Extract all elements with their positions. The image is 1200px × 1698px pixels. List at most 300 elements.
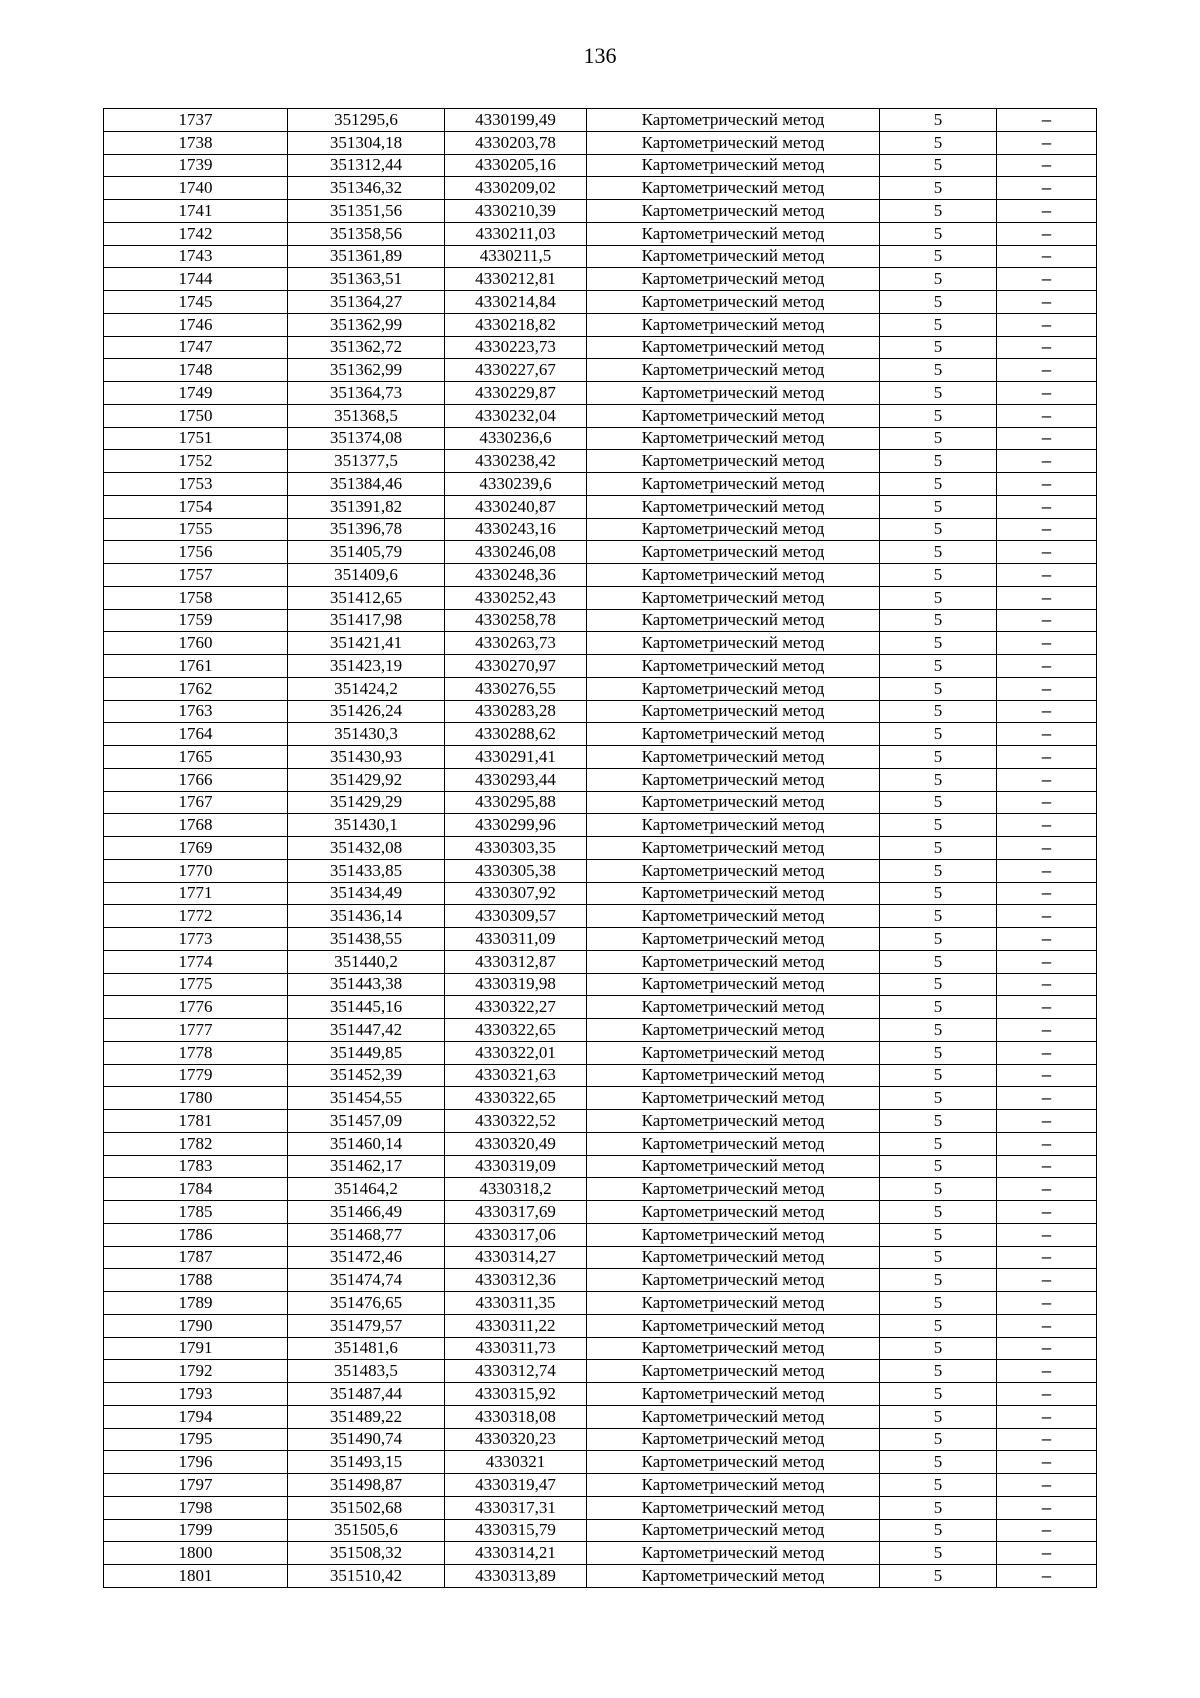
x-coordinate-cell: 351364,73: [288, 382, 445, 405]
point-number-cell: 1752: [104, 450, 288, 473]
accuracy-cell: 5: [880, 154, 997, 177]
x-coordinate-cell: 351438,55: [288, 928, 445, 951]
point-number-cell: 1785: [104, 1201, 288, 1224]
accuracy-cell: 5: [880, 1337, 997, 1360]
method-cell: Картометрический метод: [587, 382, 880, 405]
accuracy-cell: 5: [880, 700, 997, 723]
y-coordinate-cell: 4330211,5: [445, 245, 587, 268]
table-row: [104, 1451, 1097, 1474]
method-cell: Картометрический метод: [587, 677, 880, 700]
accuracy-cell: 5: [880, 768, 997, 791]
page-number: 136: [583, 43, 617, 68]
table-row: [104, 1428, 1097, 1451]
x-coordinate-cell: 351483,5: [288, 1360, 445, 1383]
point-number-cell: 1789: [104, 1292, 288, 1315]
method-cell: Картометрический метод: [587, 768, 880, 791]
y-coordinate-cell: 4330322,65: [445, 1087, 587, 1110]
accuracy-cell: 5: [880, 1041, 997, 1064]
x-coordinate-cell: 351440,2: [288, 950, 445, 973]
y-coordinate-cell: 4330322,27: [445, 996, 587, 1019]
y-coordinate-cell: 4330317,06: [445, 1223, 587, 1246]
x-coordinate-cell: 351409,6: [288, 564, 445, 587]
point-number-cell: 1763: [104, 700, 288, 723]
x-coordinate-cell: 351396,78: [288, 518, 445, 541]
y-coordinate-cell: 4330288,62: [445, 723, 587, 746]
accuracy-cell: 5: [880, 222, 997, 245]
table-row: [104, 131, 1097, 154]
dash-cell: –: [997, 268, 1097, 291]
point-number-cell: 1774: [104, 950, 288, 973]
accuracy-cell: 5: [880, 1132, 997, 1155]
accuracy-cell: 5: [880, 1155, 997, 1178]
y-coordinate-cell: 4330205,16: [445, 154, 587, 177]
x-coordinate-cell: 351462,17: [288, 1155, 445, 1178]
method-cell: Картометрический метод: [587, 1474, 880, 1497]
x-coordinate-cell: 351505,6: [288, 1519, 445, 1542]
table-row: [104, 541, 1097, 564]
x-coordinate-cell: 351472,46: [288, 1246, 445, 1269]
x-coordinate-cell: 351502,68: [288, 1496, 445, 1519]
dash-cell: –: [997, 700, 1097, 723]
x-coordinate-cell: 351443,38: [288, 973, 445, 996]
x-coordinate-cell: 351412,65: [288, 586, 445, 609]
method-cell: Картометрический метод: [587, 1110, 880, 1133]
method-cell: Картометрический метод: [587, 973, 880, 996]
table-row: [104, 1314, 1097, 1337]
table-row: [104, 109, 1097, 132]
y-coordinate-cell: 4330211,03: [445, 222, 587, 245]
table-row: [104, 1337, 1097, 1360]
y-coordinate-cell: 4330317,31: [445, 1496, 587, 1519]
dash-cell: –: [997, 109, 1097, 132]
accuracy-cell: 5: [880, 1565, 997, 1588]
dash-cell: –: [997, 1428, 1097, 1451]
accuracy-cell: 5: [880, 1087, 997, 1110]
point-number-cell: 1777: [104, 1019, 288, 1042]
x-coordinate-cell: 351479,57: [288, 1314, 445, 1337]
dash-cell: –: [997, 746, 1097, 769]
table-row: [104, 814, 1097, 837]
accuracy-cell: 5: [880, 814, 997, 837]
accuracy-cell: 5: [880, 905, 997, 928]
dash-cell: –: [997, 564, 1097, 587]
table-row: [104, 586, 1097, 609]
table-row: [104, 768, 1097, 791]
y-coordinate-cell: 4330319,98: [445, 973, 587, 996]
dash-cell: –: [997, 1360, 1097, 1383]
method-cell: Картометрический метод: [587, 814, 880, 837]
accuracy-cell: 5: [880, 518, 997, 541]
method-cell: Картометрический метод: [587, 200, 880, 223]
point-number-cell: 1790: [104, 1314, 288, 1337]
x-coordinate-cell: 351364,27: [288, 291, 445, 314]
accuracy-cell: 5: [880, 473, 997, 496]
accuracy-cell: 5: [880, 1474, 997, 1497]
method-cell: Картометрический метод: [587, 905, 880, 928]
table-row: [104, 154, 1097, 177]
y-coordinate-cell: 4330315,92: [445, 1383, 587, 1406]
y-coordinate-cell: 4330320,23: [445, 1428, 587, 1451]
y-coordinate-cell: 4330232,04: [445, 404, 587, 427]
method-cell: Картометрический метод: [587, 791, 880, 814]
x-coordinate-cell: 351481,6: [288, 1337, 445, 1360]
accuracy-cell: 5: [880, 245, 997, 268]
point-number-cell: 1776: [104, 996, 288, 1019]
method-cell: Картометрический метод: [587, 109, 880, 132]
x-coordinate-cell: 351358,56: [288, 222, 445, 245]
dash-cell: –: [997, 1314, 1097, 1337]
point-number-cell: 1745: [104, 291, 288, 314]
table-row: [104, 1405, 1097, 1428]
table-row: [104, 1155, 1097, 1178]
x-coordinate-cell: 351405,79: [288, 541, 445, 564]
table-row: [104, 1223, 1097, 1246]
table-row: [104, 313, 1097, 336]
y-coordinate-cell: 4330311,22: [445, 1314, 587, 1337]
point-number-cell: 1755: [104, 518, 288, 541]
dash-cell: –: [997, 495, 1097, 518]
y-coordinate-cell: 4330276,55: [445, 677, 587, 700]
method-cell: Картометрический метод: [587, 313, 880, 336]
x-coordinate-cell: 351447,42: [288, 1019, 445, 1042]
y-coordinate-cell: 4330291,41: [445, 746, 587, 769]
method-cell: Картометрический метод: [587, 427, 880, 450]
accuracy-cell: 5: [880, 1201, 997, 1224]
accuracy-cell: 5: [880, 1246, 997, 1269]
method-cell: Картометрический метод: [587, 473, 880, 496]
y-coordinate-cell: 4330314,21: [445, 1542, 587, 1565]
y-coordinate-cell: 4330252,43: [445, 586, 587, 609]
dash-cell: –: [997, 1496, 1097, 1519]
table-row: [104, 928, 1097, 951]
table-row: [104, 905, 1097, 928]
method-cell: Картометрический метод: [587, 222, 880, 245]
x-coordinate-cell: 351429,29: [288, 791, 445, 814]
method-cell: Картометрический метод: [587, 950, 880, 973]
point-number-cell: 1749: [104, 382, 288, 405]
table-row: [104, 677, 1097, 700]
y-coordinate-cell: 4330258,78: [445, 609, 587, 632]
accuracy-cell: 5: [880, 382, 997, 405]
method-cell: Картометрический метод: [587, 177, 880, 200]
y-coordinate-cell: 4330305,38: [445, 859, 587, 882]
x-coordinate-cell: 351432,08: [288, 837, 445, 860]
y-coordinate-cell: 4330239,6: [445, 473, 587, 496]
accuracy-cell: 5: [880, 1292, 997, 1315]
y-coordinate-cell: 4330199,49: [445, 109, 587, 132]
x-coordinate-cell: 351368,5: [288, 404, 445, 427]
table-row: [104, 245, 1097, 268]
table-row: [104, 1246, 1097, 1269]
point-number-cell: 1788: [104, 1269, 288, 1292]
point-number-cell: 1792: [104, 1360, 288, 1383]
accuracy-cell: 5: [880, 1178, 997, 1201]
point-number-cell: 1747: [104, 336, 288, 359]
y-coordinate-cell: 4330311,35: [445, 1292, 587, 1315]
dash-cell: –: [997, 1337, 1097, 1360]
method-cell: Картометрический метод: [587, 1155, 880, 1178]
accuracy-cell: 5: [880, 1496, 997, 1519]
point-number-cell: 1738: [104, 131, 288, 154]
accuracy-cell: 5: [880, 1451, 997, 1474]
y-coordinate-cell: 4330210,39: [445, 200, 587, 223]
method-cell: Картометрический метод: [587, 1542, 880, 1565]
table-row: [104, 1087, 1097, 1110]
point-number-cell: 1797: [104, 1474, 288, 1497]
dash-cell: –: [997, 359, 1097, 382]
coordinates-table: [103, 108, 1097, 1588]
x-coordinate-cell: 351493,15: [288, 1451, 445, 1474]
x-coordinate-cell: 351391,82: [288, 495, 445, 518]
table-row: [104, 1542, 1097, 1565]
table-row: [104, 609, 1097, 632]
table-row: [104, 1474, 1097, 1497]
x-coordinate-cell: 351426,24: [288, 700, 445, 723]
accuracy-cell: 5: [880, 586, 997, 609]
dash-cell: –: [997, 1110, 1097, 1133]
table-row: [104, 1041, 1097, 1064]
table-row: [104, 1064, 1097, 1087]
table-row: [104, 950, 1097, 973]
x-coordinate-cell: 351490,74: [288, 1428, 445, 1451]
point-number-cell: 1760: [104, 632, 288, 655]
table-row: [104, 746, 1097, 769]
accuracy-cell: 5: [880, 177, 997, 200]
method-cell: Картометрический метод: [587, 450, 880, 473]
x-coordinate-cell: 351363,51: [288, 268, 445, 291]
table-row: [104, 268, 1097, 291]
x-coordinate-cell: 351436,14: [288, 905, 445, 928]
point-number-cell: 1794: [104, 1405, 288, 1428]
point-number-cell: 1759: [104, 609, 288, 632]
accuracy-cell: 5: [880, 950, 997, 973]
method-cell: Картометрический метод: [587, 586, 880, 609]
y-coordinate-cell: 4330236,6: [445, 427, 587, 450]
method-cell: Картометрический метод: [587, 336, 880, 359]
method-cell: Картометрический метод: [587, 154, 880, 177]
method-cell: Картометрический метод: [587, 1292, 880, 1315]
dash-cell: –: [997, 336, 1097, 359]
y-coordinate-cell: 4330322,01: [445, 1041, 587, 1064]
method-cell: Картометрический метод: [587, 359, 880, 382]
point-number-cell: 1799: [104, 1519, 288, 1542]
dash-cell: –: [997, 996, 1097, 1019]
accuracy-cell: 5: [880, 268, 997, 291]
x-coordinate-cell: 351454,55: [288, 1087, 445, 1110]
table-row: [104, 700, 1097, 723]
accuracy-cell: 5: [880, 882, 997, 905]
y-coordinate-cell: 4330223,73: [445, 336, 587, 359]
method-cell: Картометрический метод: [587, 495, 880, 518]
accuracy-cell: 5: [880, 1519, 997, 1542]
y-coordinate-cell: 4330319,47: [445, 1474, 587, 1497]
dash-cell: –: [997, 1451, 1097, 1474]
point-number-cell: 1766: [104, 768, 288, 791]
x-coordinate-cell: 351429,92: [288, 768, 445, 791]
table-row: [104, 450, 1097, 473]
x-coordinate-cell: 351434,49: [288, 882, 445, 905]
point-number-cell: 1764: [104, 723, 288, 746]
dash-cell: –: [997, 1201, 1097, 1224]
point-number-cell: 1739: [104, 154, 288, 177]
table-row: [104, 1496, 1097, 1519]
y-coordinate-cell: 4330238,42: [445, 450, 587, 473]
dash-cell: –: [997, 154, 1097, 177]
x-coordinate-cell: 351476,65: [288, 1292, 445, 1315]
table-row: [104, 1269, 1097, 1292]
method-cell: Картометрический метод: [587, 291, 880, 314]
x-coordinate-cell: 351417,98: [288, 609, 445, 632]
y-coordinate-cell: 4330312,87: [445, 950, 587, 973]
point-number-cell: 1742: [104, 222, 288, 245]
method-cell: Картометрический метод: [587, 1496, 880, 1519]
dash-cell: –: [997, 1542, 1097, 1565]
x-coordinate-cell: 351295,6: [288, 109, 445, 132]
method-cell: Картометрический метод: [587, 518, 880, 541]
accuracy-cell: 5: [880, 1269, 997, 1292]
accuracy-cell: 5: [880, 973, 997, 996]
y-coordinate-cell: 4330322,52: [445, 1110, 587, 1133]
x-coordinate-cell: 351430,3: [288, 723, 445, 746]
table-row: [104, 1132, 1097, 1155]
table-row: [104, 859, 1097, 882]
table-row: [104, 996, 1097, 1019]
point-number-cell: 1757: [104, 564, 288, 587]
table-row: [104, 336, 1097, 359]
dash-cell: –: [997, 382, 1097, 405]
coordinates-table-body: [104, 109, 1097, 1588]
method-cell: Картометрический метод: [587, 131, 880, 154]
accuracy-cell: 5: [880, 837, 997, 860]
point-number-cell: 1771: [104, 882, 288, 905]
accuracy-cell: 5: [880, 859, 997, 882]
x-coordinate-cell: 351312,44: [288, 154, 445, 177]
x-coordinate-cell: 351466,49: [288, 1201, 445, 1224]
table-row: [104, 1019, 1097, 1042]
dash-cell: –: [997, 1178, 1097, 1201]
method-cell: Картометрический метод: [587, 655, 880, 678]
dash-cell: –: [997, 177, 1097, 200]
point-number-cell: 1754: [104, 495, 288, 518]
dash-cell: –: [997, 723, 1097, 746]
x-coordinate-cell: 351304,18: [288, 131, 445, 154]
point-number-cell: 1778: [104, 1041, 288, 1064]
point-number-cell: 1773: [104, 928, 288, 951]
point-number-cell: 1787: [104, 1246, 288, 1269]
method-cell: Картометрический метод: [587, 245, 880, 268]
accuracy-cell: 5: [880, 313, 997, 336]
point-number-cell: 1746: [104, 313, 288, 336]
method-cell: Картометрический метод: [587, 1246, 880, 1269]
method-cell: Картометрический метод: [587, 996, 880, 1019]
point-number-cell: 1750: [104, 404, 288, 427]
y-coordinate-cell: 4330212,81: [445, 268, 587, 291]
x-coordinate-cell: 351430,1: [288, 814, 445, 837]
dash-cell: –: [997, 313, 1097, 336]
table-row: [104, 382, 1097, 405]
point-number-cell: 1744: [104, 268, 288, 291]
y-coordinate-cell: 4330320,49: [445, 1132, 587, 1155]
accuracy-cell: 5: [880, 1223, 997, 1246]
x-coordinate-cell: 351508,32: [288, 1542, 445, 1565]
dash-cell: –: [997, 291, 1097, 314]
method-cell: Картометрический метод: [587, 1087, 880, 1110]
accuracy-cell: 5: [880, 291, 997, 314]
dash-cell: –: [997, 404, 1097, 427]
point-number-cell: 1791: [104, 1337, 288, 1360]
method-cell: Картометрический метод: [587, 1132, 880, 1155]
point-number-cell: 1740: [104, 177, 288, 200]
dash-cell: –: [997, 1041, 1097, 1064]
method-cell: Картометрический метод: [587, 564, 880, 587]
dash-cell: –: [997, 791, 1097, 814]
x-coordinate-cell: 351468,77: [288, 1223, 445, 1246]
method-cell: Картометрический метод: [587, 1451, 880, 1474]
x-coordinate-cell: 351457,09: [288, 1110, 445, 1133]
y-coordinate-cell: 4330295,88: [445, 791, 587, 814]
accuracy-cell: 5: [880, 541, 997, 564]
table-row: [104, 1565, 1097, 1588]
x-coordinate-cell: 351452,39: [288, 1064, 445, 1087]
dash-cell: –: [997, 1246, 1097, 1269]
table-row: [104, 200, 1097, 223]
accuracy-cell: 5: [880, 723, 997, 746]
point-number-cell: 1762: [104, 677, 288, 700]
method-cell: Картометрический метод: [587, 700, 880, 723]
dash-cell: –: [997, 814, 1097, 837]
accuracy-cell: 5: [880, 336, 997, 359]
y-coordinate-cell: 4330299,96: [445, 814, 587, 837]
y-coordinate-cell: 4330243,16: [445, 518, 587, 541]
y-coordinate-cell: 4330227,67: [445, 359, 587, 382]
method-cell: Картометрический метод: [587, 859, 880, 882]
y-coordinate-cell: 4330318,08: [445, 1405, 587, 1428]
point-number-cell: 1783: [104, 1155, 288, 1178]
table-row: [104, 1519, 1097, 1542]
y-coordinate-cell: 4330263,73: [445, 632, 587, 655]
table-row: [104, 1201, 1097, 1224]
accuracy-cell: 5: [880, 1428, 997, 1451]
accuracy-cell: 5: [880, 1314, 997, 1337]
dash-cell: –: [997, 677, 1097, 700]
y-coordinate-cell: 4330322,65: [445, 1019, 587, 1042]
point-number-cell: 1737: [104, 109, 288, 132]
dash-cell: –: [997, 950, 1097, 973]
point-number-cell: 1781: [104, 1110, 288, 1133]
method-cell: Картометрический метод: [587, 1337, 880, 1360]
method-cell: Картометрический метод: [587, 1178, 880, 1201]
accuracy-cell: 5: [880, 791, 997, 814]
method-cell: Картометрический метод: [587, 1428, 880, 1451]
y-coordinate-cell: 4330218,82: [445, 313, 587, 336]
table-row: [104, 655, 1097, 678]
table-row: [104, 973, 1097, 996]
accuracy-cell: 5: [880, 1360, 997, 1383]
table-row: [104, 1383, 1097, 1406]
accuracy-cell: 5: [880, 609, 997, 632]
x-coordinate-cell: 351433,85: [288, 859, 445, 882]
accuracy-cell: 5: [880, 1542, 997, 1565]
point-number-cell: 1775: [104, 973, 288, 996]
accuracy-cell: 5: [880, 928, 997, 951]
x-coordinate-cell: 351474,74: [288, 1269, 445, 1292]
table-row: [104, 473, 1097, 496]
y-coordinate-cell: 4330240,87: [445, 495, 587, 518]
dash-cell: –: [997, 837, 1097, 860]
table-row: [104, 882, 1097, 905]
table-row: [104, 1178, 1097, 1201]
dash-cell: –: [997, 973, 1097, 996]
